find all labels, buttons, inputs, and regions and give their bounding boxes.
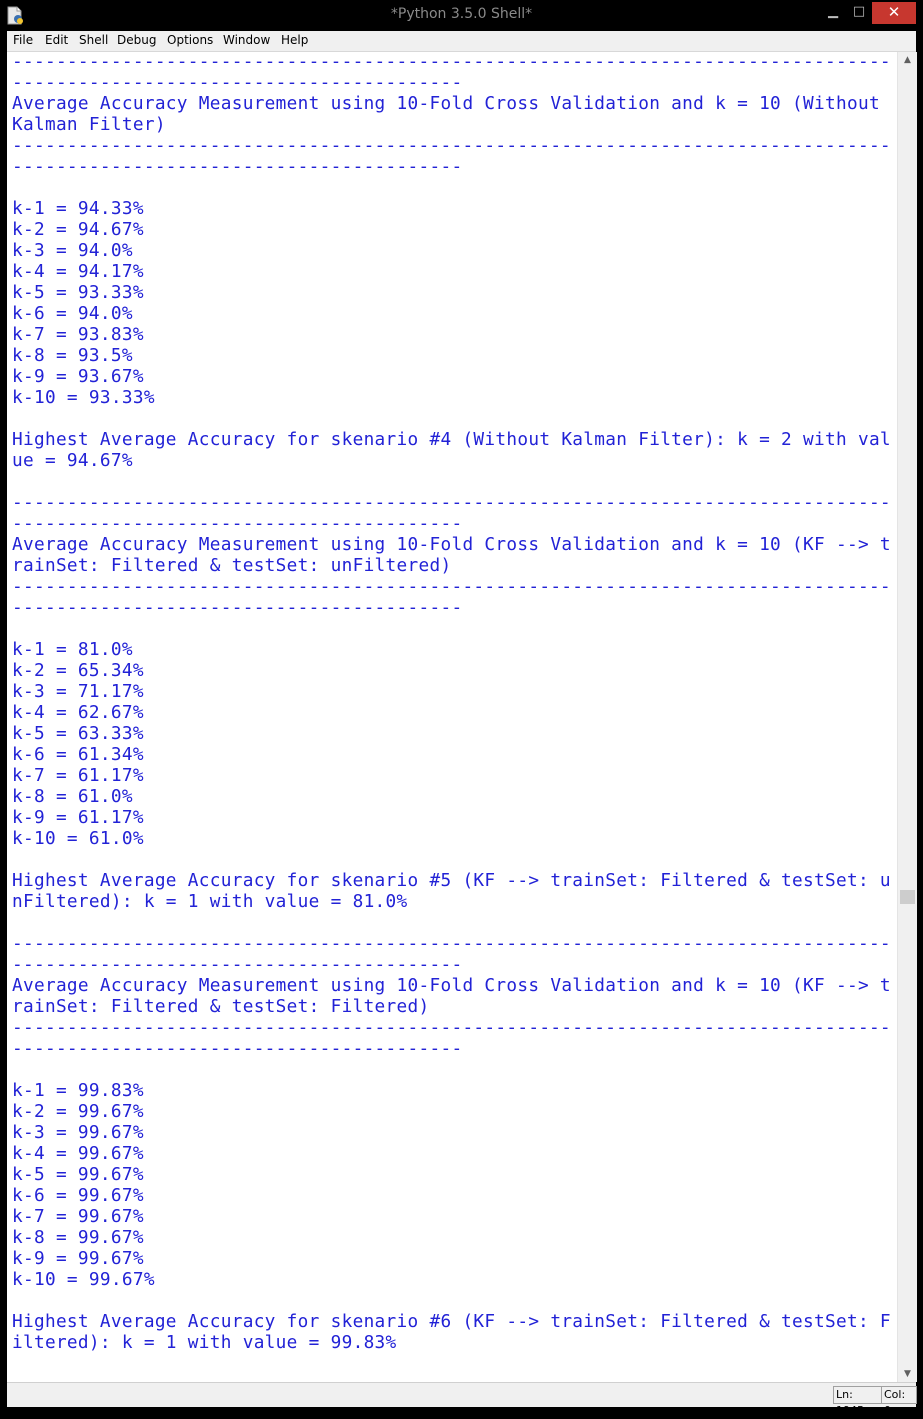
- shell-line: k-8 = 93.5%: [12, 346, 133, 366]
- menu-window[interactable]: Window: [223, 33, 271, 47]
- menu-bar: [7, 31, 916, 52]
- window-title: *Python 3.5.0 Shell*: [390, 6, 533, 22]
- shell-line: Average Accuracy Measurement using 10-Fold Cross Validation and k = 10 (Without: [12, 94, 880, 114]
- menu-file[interactable]: File: [13, 33, 34, 47]
- line-number-indicator: Ln: 1945: [833, 1386, 885, 1404]
- shell-line: k-1 = 94.33%: [12, 199, 144, 219]
- column-number-indicator: Col: 0: [881, 1386, 917, 1404]
- shell-line: k-4 = 62.67%: [12, 703, 144, 723]
- shell-line: --------------------------------------------------------------------------------: [12, 1018, 891, 1038]
- shell-line: -----------------------------------------: [12, 955, 463, 975]
- shell-line: rainSet: Filtered & testSet: unFiltered): [12, 556, 452, 576]
- scroll-up-arrow-icon[interactable]: ▲: [904, 55, 911, 65]
- shell-line: Kalman Filter): [12, 115, 166, 135]
- menu-edit[interactable]: Edit: [45, 33, 69, 47]
- shell-line: k-7 = 99.67%: [12, 1207, 144, 1227]
- minimize-button[interactable]: ▁: [828, 4, 838, 19]
- shell-line: k-2 = 99.67%: [12, 1102, 144, 1122]
- shell-line: nFiltered): k = 1 with value = 81.0%: [12, 892, 408, 912]
- title-bar[interactable]: [0, 0, 923, 30]
- shell-line: Average Accuracy Measurement using 10-Fold Cross Validation and k = 10 (KF --> t: [12, 535, 891, 555]
- menu-debug[interactable]: Debug: [117, 33, 157, 47]
- shell-line: k-10 = 61.0%: [12, 829, 144, 849]
- shell-line: iltered): k = 1 with value = 99.83%: [12, 1333, 397, 1353]
- shell-line: k-10 = 93.33%: [12, 388, 155, 408]
- shell-line: k-3 = 71.17%: [12, 682, 144, 702]
- shell-line: k-7 = 93.83%: [12, 325, 144, 345]
- shell-output-area[interactable]: [7, 52, 897, 1382]
- shell-line: k-4 = 99.67%: [12, 1144, 144, 1164]
- shell-line: Highest Average Accuracy for skenario #6 (KF --> trainSet: Filtered & testSet: F: [12, 1312, 891, 1332]
- close-button[interactable]: ✕: [872, 2, 916, 24]
- shell-line: k-5 = 93.33%: [12, 283, 144, 303]
- shell-line: --------------------------------------------------------------------------------: [12, 136, 891, 156]
- shell-line: k-8 = 99.67%: [12, 1228, 144, 1248]
- shell-line: ue = 94.67%: [12, 451, 133, 471]
- maximize-button[interactable]: □: [852, 4, 866, 19]
- shell-line: k-2 = 65.34%: [12, 661, 144, 681]
- menu-options[interactable]: Options: [167, 33, 214, 47]
- scroll-thumb[interactable]: [900, 890, 915, 904]
- shell-text[interactable]: [12, 52, 891, 1354]
- shell-line: k-3 = 94.0%: [12, 241, 133, 261]
- shell-line: rainSet: Filtered & testSet: Filtered): [12, 997, 430, 1017]
- shell-line: k-1 = 99.83%: [12, 1081, 144, 1101]
- shell-line: Highest Average Accuracy for skenario #5 (KF --> trainSet: Filtered & testSet: u: [12, 871, 891, 891]
- shell-line: k-3 = 99.67%: [12, 1123, 144, 1143]
- shell-line: k-9 = 61.17%: [12, 808, 144, 828]
- scroll-down-arrow-icon[interactable]: ▼: [904, 1369, 911, 1379]
- shell-line: -----------------------------------------: [12, 73, 463, 93]
- shell-line: --------------------------------------------------------------------------------: [12, 577, 891, 597]
- shell-line: k-2 = 94.67%: [12, 220, 144, 240]
- shell-line: -----------------------------------------: [12, 157, 463, 177]
- shell-line: k-5 = 99.67%: [12, 1165, 144, 1185]
- shell-line: -----------------------------------------: [12, 1039, 463, 1059]
- shell-line: Average Accuracy Measurement using 10-Fold Cross Validation and k = 10 (KF --> t: [12, 976, 891, 996]
- shell-line: --------------------------------------------------------------------------------: [12, 52, 891, 72]
- menu-help[interactable]: Help: [281, 33, 309, 47]
- shell-line: -----------------------------------------: [12, 514, 463, 534]
- shell-line: k-4 = 94.17%: [12, 262, 144, 282]
- status-bar: [7, 1382, 916, 1417]
- shell-line: Highest Average Accuracy for skenario #4 (Without Kalman Filter): k = 2 with val: [12, 430, 891, 450]
- shell-line: k-9 = 99.67%: [12, 1249, 144, 1269]
- shell-line: k-8 = 61.0%: [12, 787, 133, 807]
- shell-line: k-6 = 94.0%: [12, 304, 133, 324]
- shell-line: --------------------------------------------------------------------------------: [12, 934, 891, 954]
- shell-line: k-7 = 61.17%: [12, 766, 144, 786]
- vertical-scrollbar[interactable]: [897, 52, 917, 1382]
- menu-shell[interactable]: Shell: [79, 33, 109, 47]
- shell-line: k-1 = 81.0%: [12, 640, 133, 660]
- shell-line: k-6 = 61.34%: [12, 745, 144, 765]
- shell-line: k-10 = 99.67%: [12, 1270, 155, 1290]
- shell-line: --------------------------------------------------------------------------------: [12, 493, 891, 513]
- shell-line: k-9 = 93.67%: [12, 367, 144, 387]
- shell-line: -----------------------------------------: [12, 598, 463, 618]
- shell-line: k-6 = 99.67%: [12, 1186, 144, 1206]
- shell-line: k-5 = 63.33%: [12, 724, 144, 744]
